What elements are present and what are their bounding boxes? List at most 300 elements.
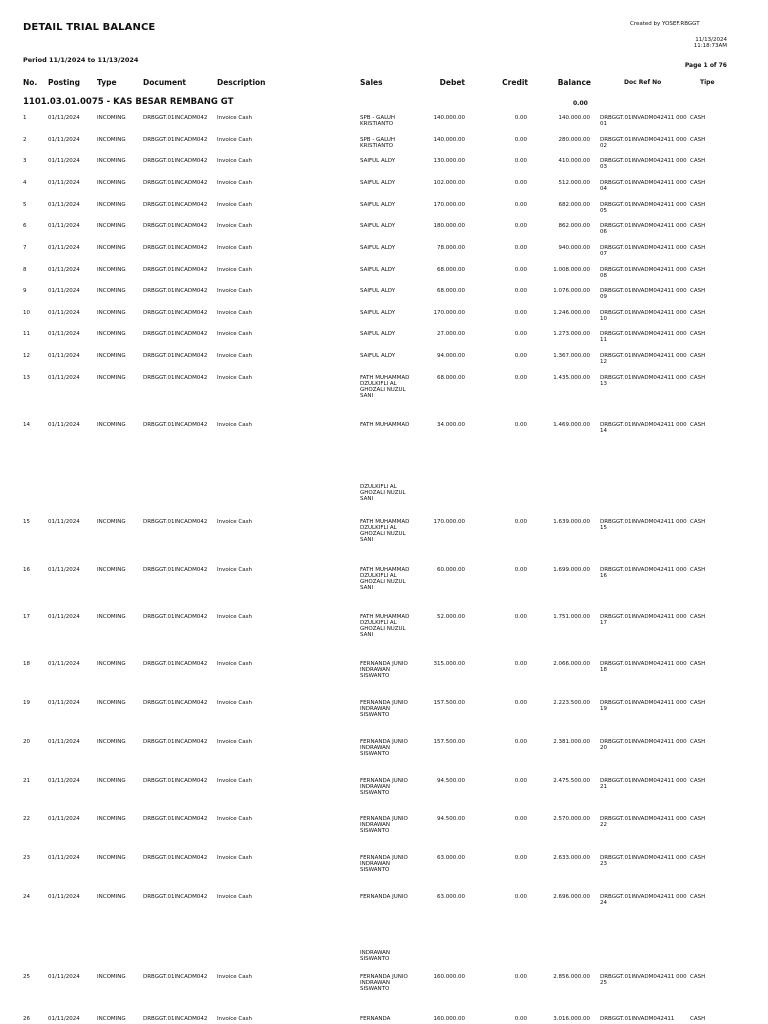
balance: 280.000.00	[558, 137, 590, 143]
credit: 0.00	[514, 778, 527, 784]
balance: 140.000.00	[558, 115, 590, 121]
sales-name: FERNANDA JUNIO INDRAWAN SISWANTO	[360, 700, 408, 718]
row-no: 7	[23, 245, 27, 251]
tipe: CASH	[690, 894, 706, 900]
posting-date: 01/11/2024	[48, 1016, 80, 1022]
row-no: 13	[23, 375, 30, 381]
description: Invoice Cash	[217, 310, 252, 316]
sales-name: SAIFUL ALDY	[360, 310, 396, 316]
doc-ref-no: DRBGGT.01INVADM042411 00009	[600, 288, 687, 300]
sales-name: FERNANDA JUNIO INDRAWAN SISWANTO	[360, 974, 408, 992]
document: DRBGGT.01INCADM042	[143, 1016, 208, 1022]
type: INCOMING	[97, 137, 126, 143]
debet: 170.000.00	[433, 310, 465, 316]
doc-ref-no: DRBGGT.01INVADM042411 00024	[600, 894, 687, 906]
row-no: 15	[23, 519, 30, 525]
debet: 130.000.00	[433, 158, 465, 164]
debet: 170.000.00	[433, 519, 465, 525]
debet: 94.000.00	[437, 353, 465, 359]
doc-ref-no: DRBGGT.01INVADM042411 00007	[600, 245, 687, 257]
credit: 0.00	[514, 739, 527, 745]
debet: 78.000.00	[437, 245, 465, 251]
doc-ref-no: DRBGGT.01INVADM042411 00021	[600, 778, 687, 790]
document: DRBGGT.01INCADM042	[143, 894, 208, 900]
document: DRBGGT.01INCADM042	[143, 137, 208, 143]
tipe: CASH	[690, 661, 706, 667]
description: Invoice Cash	[217, 375, 252, 381]
balance: 1.469.000.00	[553, 422, 590, 428]
doc-ref-no: DRBGGT.01INVADM042411 00017	[600, 614, 687, 626]
sales-name: SPB - GALUH KRISTIANTO	[360, 137, 396, 149]
description: Invoice Cash	[217, 816, 252, 822]
row-no: 5	[23, 202, 27, 208]
posting-date: 01/11/2024	[48, 223, 80, 229]
credit: 0.00	[514, 288, 527, 294]
sales-name: FATH MUHAMMAD DZULKIFLI AL GHOZALI NUZUL SANI	[360, 375, 410, 399]
created-by: Created by YOSEF.RBGGT	[630, 21, 700, 27]
balance: 1.751.000.00	[553, 614, 590, 620]
balance: 1.639.000.00	[553, 519, 590, 525]
doc-ref-no: DRBGGT.01INVADM042411 00012	[600, 353, 687, 365]
tipe: CASH	[690, 202, 706, 208]
type: INCOMING	[97, 331, 126, 337]
posting-date: 01/11/2024	[48, 739, 80, 745]
balance: 682.000.00	[558, 202, 590, 208]
posting-date: 01/11/2024	[48, 855, 80, 861]
document: DRBGGT.01INCADM042	[143, 158, 208, 164]
debet: 140.000.00	[433, 115, 465, 121]
doc-ref-no: DRBGGT.01INVADM042411 00020	[600, 739, 687, 751]
type: INCOMING	[97, 855, 126, 861]
doc-ref-no: DRBGGT.01INVADM042411 00003	[600, 158, 687, 170]
col-header-credit: Credit	[502, 78, 528, 87]
debet: 68.000.00	[437, 267, 465, 273]
posting-date: 01/11/2024	[48, 353, 80, 359]
description: Invoice Cash	[217, 614, 252, 620]
credit: 0.00	[514, 567, 527, 573]
posting-date: 01/11/2024	[48, 519, 80, 525]
tipe: CASH	[690, 778, 706, 784]
balance: 1.699.000.00	[553, 567, 590, 573]
balance: 2.066.000.00	[553, 661, 590, 667]
balance: 1.367.000.00	[553, 353, 590, 359]
balance: 2.475.500.00	[553, 778, 590, 784]
description: Invoice Cash	[217, 245, 252, 251]
posting-date: 01/11/2024	[48, 245, 80, 251]
type: INCOMING	[97, 1016, 126, 1022]
type: INCOMING	[97, 974, 126, 980]
credit: 0.00	[514, 223, 527, 229]
document: DRBGGT.01INCADM042	[143, 353, 208, 359]
balance: 1.435.000.00	[553, 375, 590, 381]
doc-ref-no: DRBGGT.01INVADM042411 00011	[600, 331, 687, 343]
balance: 2.223.500.00	[553, 700, 590, 706]
doc-ref-no: DRBGGT.01INVADM042411 00001	[600, 115, 687, 127]
type: INCOMING	[97, 245, 126, 251]
report-period: Period 11/1/2024 to 11/13/2024	[23, 56, 139, 64]
tipe: CASH	[690, 331, 706, 337]
description: Invoice Cash	[217, 202, 252, 208]
sales-name: SAIFUL ALDY	[360, 158, 396, 164]
balance: 1.008.000.00	[553, 267, 590, 273]
credit: 0.00	[514, 519, 527, 525]
doc-ref-no: DRBGGT.01INVADM042411 00010	[600, 310, 687, 322]
credit: 0.00	[514, 1016, 527, 1022]
sales-name: SAIFUL ALDY	[360, 245, 396, 251]
description: Invoice Cash	[217, 567, 252, 573]
description: Invoice Cash	[217, 661, 252, 667]
posting-date: 01/11/2024	[48, 158, 80, 164]
description: Invoice Cash	[217, 700, 252, 706]
sales-name: SAIFUL ALDY	[360, 202, 396, 208]
debet: 140.000.00	[433, 137, 465, 143]
balance: 1.246.000.00	[553, 310, 590, 316]
document: DRBGGT.01INCADM042	[143, 331, 208, 337]
tipe: CASH	[690, 115, 706, 121]
sales-name: FATH MUHAMMAD DZULKIFLI AL GHOZALI NUZUL SANI	[360, 567, 410, 591]
credit: 0.00	[514, 661, 527, 667]
debet: 68.000.00	[437, 288, 465, 294]
sales-continuation: INDRAWAN SISWANTO	[360, 950, 391, 962]
doc-ref-no: DRBGGT.01INVADM042411 00016	[600, 567, 687, 579]
document: DRBGGT.01INCADM042	[143, 310, 208, 316]
debet: 27.000.00	[437, 331, 465, 337]
tipe: CASH	[690, 223, 706, 229]
debet: 160.000.00	[433, 1016, 465, 1022]
credit: 0.00	[514, 331, 527, 337]
col-header-description: Description	[217, 78, 266, 87]
posting-date: 01/11/2024	[48, 180, 80, 186]
sales-name: FERNANDA JUNIO INDRAWAN SISWANTO	[360, 661, 408, 679]
sales-name: SPB - GALUH KRISTIANTO	[360, 115, 396, 127]
sales-name: FATH MUHAMMAD DZULKIFLI AL GHOZALI NUZUL SANI	[360, 614, 410, 638]
balance: 1.273.000.00	[553, 331, 590, 337]
balance: 2.633.000.00	[553, 855, 590, 861]
created-datetime	[694, 37, 727, 49]
row-no: 23	[23, 855, 30, 861]
posting-date: 01/11/2024	[48, 310, 80, 316]
posting-date: 01/11/2024	[48, 267, 80, 273]
debet: 63.000.00	[437, 855, 465, 861]
debet: 102.000.00	[433, 180, 465, 186]
sales-name: SAIFUL ALDY	[360, 353, 396, 359]
credit: 0.00	[514, 974, 527, 980]
balance: 410.000.00	[558, 158, 590, 164]
document: DRBGGT.01INCADM042	[143, 567, 208, 573]
doc-ref-no: DRBGGT.01INVADM042411 00023	[600, 855, 687, 867]
sales-name: SAIFUL ALDY	[360, 267, 396, 273]
credit: 0.00	[514, 375, 527, 381]
row-no: 22	[23, 816, 30, 822]
row-no: 26	[23, 1016, 30, 1022]
debet: 34.000.00	[437, 422, 465, 428]
page-number: Page 1 of 76	[684, 62, 727, 69]
description: Invoice Cash	[217, 331, 252, 337]
row-no: 4	[23, 180, 27, 186]
tipe: CASH	[690, 816, 706, 822]
description: Invoice Cash	[217, 158, 252, 164]
sales-name: FERNANDA JUNIO INDRAWAN SISWANTO	[360, 816, 408, 834]
col-header-docref: Doc Ref No	[624, 79, 662, 86]
col-header-posting: Posting	[48, 78, 80, 87]
row-no: 1	[23, 115, 27, 121]
sales-name: SAIFUL ALDY	[360, 223, 396, 229]
row-no: 6	[23, 223, 27, 229]
credit: 0.00	[514, 700, 527, 706]
debet: 160.000.00	[433, 974, 465, 980]
debet: 68.000.00	[437, 375, 465, 381]
posting-date: 01/11/2024	[48, 778, 80, 784]
tipe: CASH	[690, 614, 706, 620]
credit: 0.00	[514, 614, 527, 620]
balance: 2.696.000.00	[553, 894, 590, 900]
tipe: CASH	[690, 180, 706, 186]
sales-name: SAIFUL ALDY	[360, 288, 396, 294]
posting-date: 01/11/2024	[48, 567, 80, 573]
document: DRBGGT.01INCADM042	[143, 855, 208, 861]
tipe: CASH	[690, 158, 706, 164]
credit: 0.00	[514, 137, 527, 143]
doc-ref-no: DRBGGT.01INVADM042411 00002	[600, 137, 687, 149]
tipe: CASH	[690, 567, 706, 573]
posting-date: 01/11/2024	[48, 137, 80, 143]
debet: 157.500.00	[433, 700, 465, 706]
credit: 0.00	[514, 816, 527, 822]
row-no: 21	[23, 778, 30, 784]
tipe: CASH	[690, 739, 706, 745]
type: INCOMING	[97, 567, 126, 573]
sales-name: FATH MUHAMMAD DZULKIFLI AL GHOZALI NUZUL SANI	[360, 519, 410, 543]
col-header-balance: Balance	[557, 78, 591, 87]
row-no: 2	[23, 137, 27, 143]
sales-name: FERNANDA JUNIO	[360, 894, 408, 900]
row-no: 14	[23, 422, 30, 428]
sales-continuation: DZULKIFLI AL GHOZALI NUZUL SANI	[360, 484, 406, 502]
col-header-debet: Debet	[439, 78, 465, 87]
type: INCOMING	[97, 422, 126, 428]
posting-date: 01/11/2024	[48, 115, 80, 121]
description: Invoice Cash	[217, 519, 252, 525]
posting-date: 01/11/2024	[48, 422, 80, 428]
credit: 0.00	[514, 180, 527, 186]
tipe: CASH	[690, 267, 706, 273]
sales-name: FATH MUHAMMAD	[360, 422, 410, 428]
description: Invoice Cash	[217, 137, 252, 143]
tipe: CASH	[690, 974, 706, 980]
document: DRBGGT.01INCADM042	[143, 245, 208, 251]
balance: 2.381.000.00	[553, 739, 590, 745]
document: DRBGGT.01INCADM042	[143, 180, 208, 186]
credit: 0.00	[514, 422, 527, 428]
balance: 862.000.00	[558, 223, 590, 229]
document: DRBGGT.01INCADM042	[143, 202, 208, 208]
debet: 94.500.00	[437, 778, 465, 784]
credit: 0.00	[514, 158, 527, 164]
description: Invoice Cash	[217, 894, 252, 900]
report-title: DETAIL TRIAL BALANCE	[23, 22, 156, 33]
description: Invoice Cash	[217, 223, 252, 229]
tipe: CASH	[690, 855, 706, 861]
debet: 180.000.00	[433, 223, 465, 229]
description: Invoice Cash	[217, 1016, 252, 1022]
tipe: CASH	[690, 1016, 706, 1022]
posting-date: 01/11/2024	[48, 894, 80, 900]
sales-name: FERNANDA	[360, 1016, 391, 1022]
debet: 63.000.00	[437, 894, 465, 900]
balance: 2.856.000.00	[553, 974, 590, 980]
posting-date: 01/11/2024	[48, 700, 80, 706]
tipe: CASH	[690, 137, 706, 143]
doc-ref-no: DRBGGT.01INVADM042411 00005	[600, 202, 687, 214]
document: DRBGGT.01INCADM042	[143, 816, 208, 822]
posting-date: 01/11/2024	[48, 816, 80, 822]
document: DRBGGT.01INCADM042	[143, 700, 208, 706]
type: INCOMING	[97, 202, 126, 208]
col-header-document: Document	[143, 78, 186, 87]
type: INCOMING	[97, 375, 126, 381]
document: DRBGGT.01INCADM042	[143, 614, 208, 620]
debet: 157.500.00	[433, 739, 465, 745]
posting-date: 01/11/2024	[48, 974, 80, 980]
row-no: 12	[23, 353, 30, 359]
description: Invoice Cash	[217, 288, 252, 294]
created-time: 11:18:73AM	[693, 43, 727, 49]
posting-date: 01/11/2024	[48, 614, 80, 620]
type: INCOMING	[97, 267, 126, 273]
tipe: CASH	[690, 519, 706, 525]
type: INCOMING	[97, 223, 126, 229]
description: Invoice Cash	[217, 855, 252, 861]
document: DRBGGT.01INCADM042	[143, 661, 208, 667]
credit: 0.00	[514, 115, 527, 121]
tipe: CASH	[690, 375, 706, 381]
description: Invoice Cash	[217, 974, 252, 980]
col-header-type: Type	[97, 78, 117, 87]
created-date: 11/13/2024	[695, 37, 727, 43]
credit: 0.00	[514, 855, 527, 861]
credit: 0.00	[514, 245, 527, 251]
debet: 315.000.00	[433, 661, 465, 667]
row-no: 25	[23, 974, 30, 980]
row-no: 24	[23, 894, 30, 900]
document: DRBGGT.01INCADM042	[143, 422, 208, 428]
tipe: CASH	[690, 245, 706, 251]
doc-ref-no: DRBGGT.01INVADM042411 00015	[600, 519, 687, 531]
type: INCOMING	[97, 180, 126, 186]
debet: 170.000.00	[433, 202, 465, 208]
row-no: 16	[23, 567, 30, 573]
credit: 0.00	[514, 353, 527, 359]
row-no: 11	[23, 331, 30, 337]
debet: 60.000.00	[437, 567, 465, 573]
type: INCOMING	[97, 519, 126, 525]
posting-date: 01/11/2024	[48, 202, 80, 208]
account-heading: 1101.03.01.0075 - KAS BESAR REMBANG GT	[23, 97, 234, 107]
posting-date: 01/11/2024	[48, 375, 80, 381]
type: INCOMING	[97, 310, 126, 316]
description: Invoice Cash	[217, 778, 252, 784]
doc-ref-no: DRBGGT.01INVADM042411 00004	[600, 180, 687, 192]
row-no: 17	[23, 614, 30, 620]
posting-date: 01/11/2024	[48, 331, 80, 337]
type: INCOMING	[97, 614, 126, 620]
doc-ref-no: DRBGGT.01INVADM042411	[600, 1016, 675, 1022]
document: DRBGGT.01INCADM042	[143, 223, 208, 229]
row-no: 18	[23, 661, 30, 667]
description: Invoice Cash	[217, 115, 252, 121]
description: Invoice Cash	[217, 422, 252, 428]
debet: 94.500.00	[437, 816, 465, 822]
type: INCOMING	[97, 739, 126, 745]
row-no: 20	[23, 739, 30, 745]
type: INCOMING	[97, 158, 126, 164]
type: INCOMING	[97, 353, 126, 359]
tipe: CASH	[690, 700, 706, 706]
sales-name: FERNANDA JUNIO INDRAWAN SISWANTO	[360, 739, 408, 757]
document: DRBGGT.01INCADM042	[143, 267, 208, 273]
balance: 512.000.00	[558, 180, 590, 186]
doc-ref-no: DRBGGT.01INVADM042411 00019	[600, 700, 687, 712]
doc-ref-no: DRBGGT.01INVADM042411 00022	[600, 816, 687, 828]
description: Invoice Cash	[217, 739, 252, 745]
balance: 1.076.000.00	[553, 288, 590, 294]
col-header-no: No.	[23, 78, 38, 87]
col-header-sales: Sales	[360, 78, 383, 87]
row-no: 10	[23, 310, 30, 316]
balance: 940.000.00	[558, 245, 590, 251]
document: DRBGGT.01INCADM042	[143, 288, 208, 294]
posting-date: 01/11/2024	[48, 288, 80, 294]
type: INCOMING	[97, 661, 126, 667]
balance: 2.570.000.00	[553, 816, 590, 822]
row-no: 3	[23, 158, 27, 164]
document: DRBGGT.01INCADM042	[143, 115, 208, 121]
row-no: 8	[23, 267, 27, 273]
credit: 0.00	[514, 267, 527, 273]
document: DRBGGT.01INCADM042	[143, 778, 208, 784]
sales-name: FERNANDA JUNIO INDRAWAN SISWANTO	[360, 778, 408, 796]
document: DRBGGT.01INCADM042	[143, 974, 208, 980]
type: INCOMING	[97, 288, 126, 294]
type: INCOMING	[97, 115, 126, 121]
type: INCOMING	[97, 816, 126, 822]
sales-name: SAIFUL ALDY	[360, 180, 396, 186]
tipe: CASH	[690, 353, 706, 359]
doc-ref-no: DRBGGT.01INVADM042411 00006	[600, 223, 687, 235]
row-no: 19	[23, 700, 30, 706]
doc-ref-no: DRBGGT.01INVADM042411 00008	[600, 267, 687, 279]
document: DRBGGT.01INCADM042	[143, 519, 208, 525]
credit: 0.00	[514, 310, 527, 316]
tipe: CASH	[690, 422, 706, 428]
document: DRBGGT.01INCADM042	[143, 739, 208, 745]
credit: 0.00	[514, 894, 527, 900]
description: Invoice Cash	[217, 180, 252, 186]
description: Invoice Cash	[217, 267, 252, 273]
tipe: CASH	[690, 288, 706, 294]
sales-name: FERNANDA JUNIO INDRAWAN SISWANTO	[360, 855, 408, 873]
sales-name: SAIFUL ALDY	[360, 331, 396, 337]
doc-ref-no: DRBGGT.01INVADM042411 00013	[600, 375, 687, 387]
posting-date: 01/11/2024	[48, 661, 80, 667]
doc-ref-no: DRBGGT.01INVADM042411 00025	[600, 974, 687, 986]
debet: 52.000.00	[437, 614, 465, 620]
type: INCOMING	[97, 778, 126, 784]
col-header-tipe: Tipe	[700, 79, 715, 86]
doc-ref-no: DRBGGT.01INVADM042411 00018	[600, 661, 687, 673]
document: DRBGGT.01INCADM042	[143, 375, 208, 381]
credit: 0.00	[514, 202, 527, 208]
